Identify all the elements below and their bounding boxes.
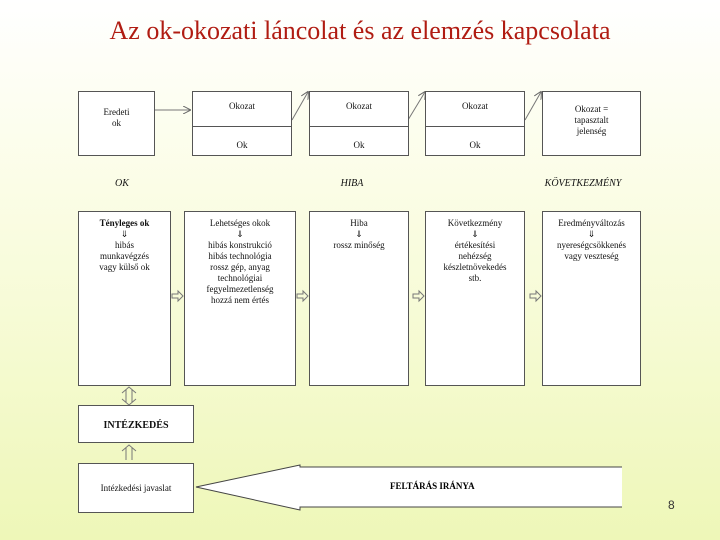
line: rossz gép, anyag	[210, 262, 270, 272]
actual-cause-box	[78, 211, 171, 386]
down-arrow-icon: ⇓	[587, 229, 596, 239]
line: fegyelmezetlenség	[206, 284, 274, 294]
action-label: INTÉZKEDÉS	[103, 420, 169, 431]
observed-effect-box	[542, 91, 641, 156]
proposal-box	[78, 463, 194, 513]
cause-label-2: Ok	[353, 140, 365, 150]
line: hibás	[115, 240, 134, 250]
section-label-hiba: HIBA	[340, 178, 364, 189]
line: vagy veszteség	[564, 251, 619, 261]
consequence-box	[425, 211, 525, 386]
down-arrow-icon: ⇓	[355, 229, 363, 239]
cause-label-1: Ok	[236, 140, 248, 150]
line: hibás technológia	[208, 251, 272, 261]
direction-label: FELTÁRÁS IRÁNYA	[390, 481, 475, 491]
arrow-top-2	[292, 92, 308, 120]
original-cause-label: Eredeti ok	[103, 107, 130, 128]
section-label-ok: OK	[115, 178, 129, 189]
result-change-box	[542, 211, 641, 386]
line: munkavégzés	[100, 251, 149, 261]
effect-cause-box-2	[309, 91, 409, 156]
slide-title: Az ok-okozati láncolat és az elemzés kapcsolata	[109, 16, 611, 45]
original-cause-box	[78, 91, 155, 156]
line: nyereségcsökkenés	[557, 240, 626, 250]
observed-effect-label: Okozat = tapasztalt jelenség	[574, 104, 609, 136]
possible-causes-box	[184, 211, 296, 386]
defect-box	[309, 211, 409, 386]
cause-label-3: Ok	[469, 140, 481, 150]
proposal-label: Intézkedési javaslat	[100, 483, 172, 493]
action-box	[78, 405, 194, 443]
effect-header-2	[309, 91, 409, 127]
line: készletnövekedés	[443, 262, 507, 272]
section-label-kovetkezmeny: KÖVETKEZMÉNY	[544, 178, 622, 189]
effect-header-3	[425, 91, 525, 127]
line: technológiai	[217, 273, 263, 283]
defect-heading: Hiba	[350, 218, 368, 228]
page-number: 8	[668, 498, 675, 512]
line: hozzá nem értés	[211, 295, 269, 305]
down-arrow-icon: ⇓	[120, 229, 129, 239]
arrow-top-4	[525, 92, 541, 120]
line: hibás konstrukció	[208, 240, 272, 250]
effect-header-1	[192, 91, 292, 127]
down-arrow-icon: ⇓	[236, 229, 244, 239]
line: értékesítési	[454, 240, 496, 250]
down-arrow-icon: ⇓	[471, 229, 479, 239]
possible-causes-heading: Lehetséges okok	[209, 218, 271, 228]
line: rossz minőség	[333, 240, 385, 250]
effect-cause-box-3	[425, 91, 525, 156]
consequence-heading: Következmény	[447, 218, 503, 228]
result-change-heading: Eredményváltozás	[558, 218, 625, 228]
effect-label-2: Okozat	[346, 101, 372, 111]
effect-label-3: Okozat	[462, 101, 488, 111]
effect-label-1: Okozat	[229, 101, 255, 111]
actual-cause-heading: Tényleges ok	[99, 218, 150, 228]
line: vagy külső ok	[99, 262, 150, 272]
line: nehézség	[458, 251, 492, 261]
effect-cause-box-1	[192, 91, 292, 156]
line: stb.	[468, 273, 482, 283]
arrow-top-3	[408, 92, 425, 120]
